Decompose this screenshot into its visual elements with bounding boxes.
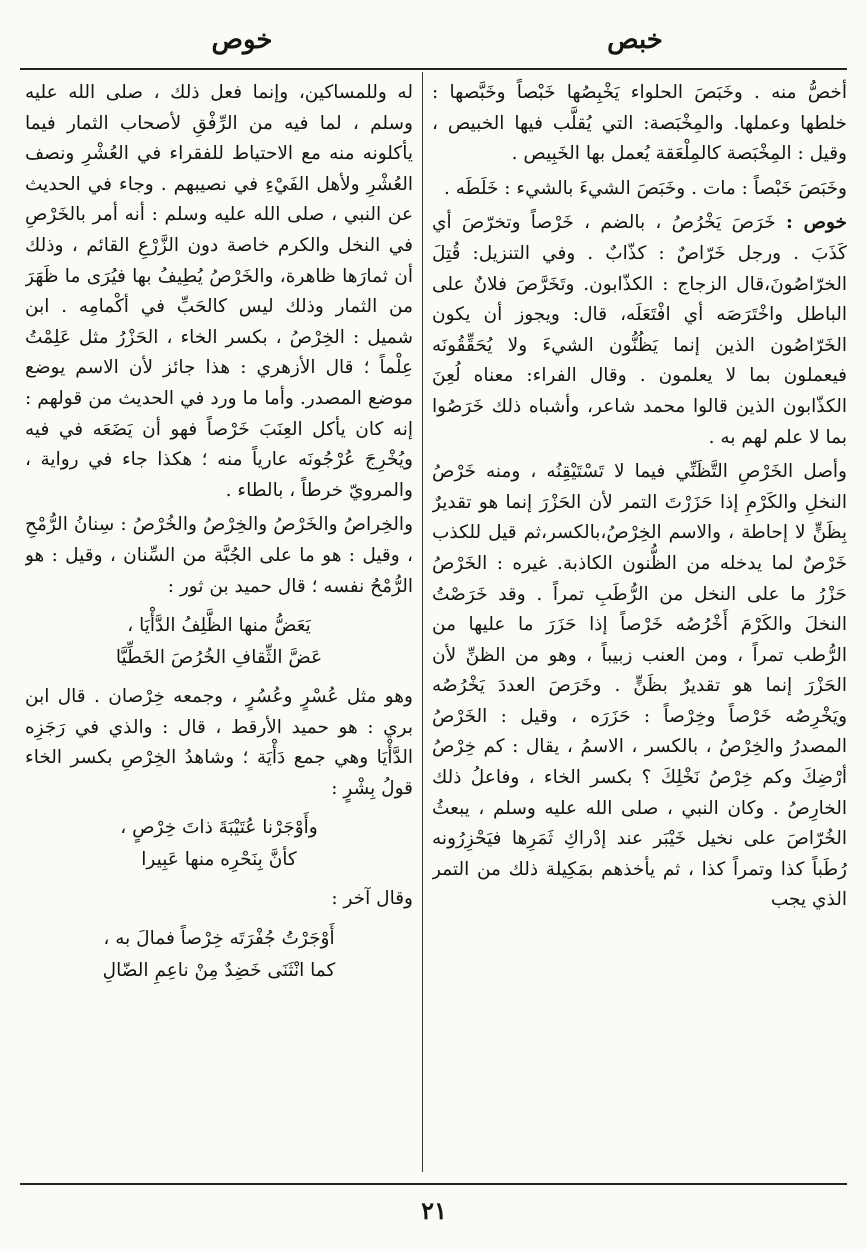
top-rule [20,68,847,70]
verse-line: عَضَّ الثِّقافِ الخُرُصَ الخَطِّيَّا [115,647,323,669]
paragraph: وقال آخر : [331,888,413,910]
verse-block [25,610,413,674]
verse-line: كأنَّ بِنَحْرِه منها عَبِيرا [141,849,297,871]
paragraph: والخِراصُ والخَرْصُ والخِرْصُ والخُرْصُ : سِنانُ الرُّمْحِ ، وقيل : هو ما على الجُبَّة من السِّنان ، وقيل : هو الرُّمْحُ نفسه ؛ قال حميد بن ثور : [25,514,413,597]
entry-text: خَرَصَ يَخْرُصُ ، بالضم ، خَرْصاً وتخرّصَ أي كَذَبَ . ورجل خَرّاصٌ : كذّابٌ . وفي التنزيل: قُتِلَ الخرّاصُونَ،قال الزجاج : الكذّابون. وتَخَرَّصَ فلانٌ على الباطل واخْتَرَصَه أي افْتَعَلَه، قال: ويجوز أن يكون الخَرّاصُون الذين إنما يَظُنُّون الشيءَ ولا يُحَقِّقُونَه فيعملون بما لا يعلمون . وقال الفراء: معناه لُعِنَ الكذّابون الذين قالوا محمد شاعر، وأشباه ذلك خَرَصُوا بما لا علم لهم به . [432,212,847,448]
column-divider [422,72,423,1172]
header-left-root-word: خوص [211,25,273,55]
paragraph: وهو مثل عُسْرٍ وعُسُرٍ ، وجمعه خِرْصان . قال ابن بري : هو حميد الأرقط ، قال : والذي في رَجَزِه الدَّأْيَا وهي جمع دَأْيَة ؛ وشاهدُ الخِرْصِ بكسر الخاء قولُ بِشْرٍ : [25,686,413,799]
entry-headword: خوص : [785,212,847,234]
verse-line: أَوْجَرْتُ جُفْرَتَه خِرْصاً فمالَ به ، [103,928,335,950]
verse-block [25,812,413,876]
paragraph: له وللمساكين، وإنما فعل ذلك ، صلى الله عليه وسلم ، لما فيه من الرِّفْقِ لأصحاب الثمار فيما يأكلونه منه مع الاحتياط للفقراء في العُشْرِ ونصف العُشْرِ ولأهل الفَيْءِ في نصيبهم . وجاء في الحديث عن النبي ، صلى الله عليه وسلم : أنه أمر بالخَرْصِ في النخل والكرم خاصة دون الزَّرْعِ القائم ، وذلك أن ثمارَها ظاهرة، والخَرْصُ يُطِيفُ بها فيُرَى ما ظَهَرَ من الثمار وذلك ليس كالحَبِّ في أكْمامِه . ابن شميل : الخِرْصُ ، بكسر الخاء ، الحَزْرُ مثل عَلِمْتُ عِلْماً ؛ قال الأزهري : هذا جائز لأن الاسم يوضع موضع المصدر. وأما ما ورد في الحديث من قولهم : إنه كان يأكل العِنَبَ خَرْصاً فهو أن يَضَعَه في فيه ويُخْرِجَ عُرْجُونَه عارياً منه ؛ هكذا جاء في رواية ، والمرويّ خرطاً ، بالطاء . [25,82,413,501]
verse-line: يَعَضُّ منها الظَّلِفُ الدَّأْيَا ، [127,615,311,637]
header-right-root-word: خبص [607,25,663,55]
paragraph: وأصل الخَرْصِ التَّظَنِّي فيما لا تَسْتَيْقِنُه ، ومنه خَرْصُ النخلِ والكَرْمِ إذا حَزَرْتَ التمر لأن الحَزْرَ إنما هو تقديرٌ بِظَنٍّ لا إحاطة ، والاسم الخِرْصُ،بالكسر،ثم قيل للكذب خَرْصٌ لما يدخله من الظُّنون الكاذبة. غيره : الخَرْصُ حَزْرُ ما على النخل من الرُّطَبِ تمراً . وقد خَرَصْتُ النخلَ والكَرْمَ أَخْرُصُه خَرْصاً إذا حَزَرَ ما عليها من الرُّطب تمراً ، ومن العنب زبيباً ، وهو من الظنِّ لأن الحَزْرَ إنما هو تقديرٌ بظَنٍّ . وخَرَصَ العددَ يَخْرُصُه ويَخْرِصُه خَرْصاً وخِرْصاً : حَزَرَه ، وقيل : الخَرْصُ المصدرُ والخِرْصُ ، بالكسر ، الاسمُ ، يقال : كم خِرْصُ أرْضِكَ وكم خِرْصُ نَخْلِكَ ؟ بكسر الخاء ، وفاعلُ ذلك الخارِصُ . وكان النبي ، صلى الله عليه وسلم ، يبعثُ الخُرّاصَ على نخيل خَيْبَر عند إدْراكِ ثَمَرِها فيَحْزِرُونه رُطَباً كذا وتمراً كذا ، ثم يأخذهم بمَكِيلة ذلك من التمر الذي يجب [432,461,847,911]
right-column [432,78,847,1178]
entry-paragraph [432,208,847,453]
paragraph: أخصُّ منه . وخَبَصَ الحلواء يَخْبِصُها خَبْصاً وخَبَّصها : خلطها وعملها. والمِخْبَصة: التي يُقلَّب فيها الخبيص ، وقيل : المِخْبَصة كالمِلْعَقة يُعمل بها الخَبِيص . [432,82,847,165]
page-number: ٢١ [421,1196,447,1225]
paragraph: وخَبَصَ خَبْصاً : مات . وخَبَصَ الشيءَ بالشيء : خَلَطَه . [443,177,847,199]
verse-block [25,923,413,987]
left-column [25,78,413,1178]
verse-line: كما انْثَنَى خَضِدٌ مِنْ ناعِمِ الضّالِ [102,960,336,982]
verse-line: وأَوْجَرْنا عُتَيْبَةَ ذاتَ خِرْصٍ ، [120,817,318,839]
bottom-rule [20,1183,847,1185]
